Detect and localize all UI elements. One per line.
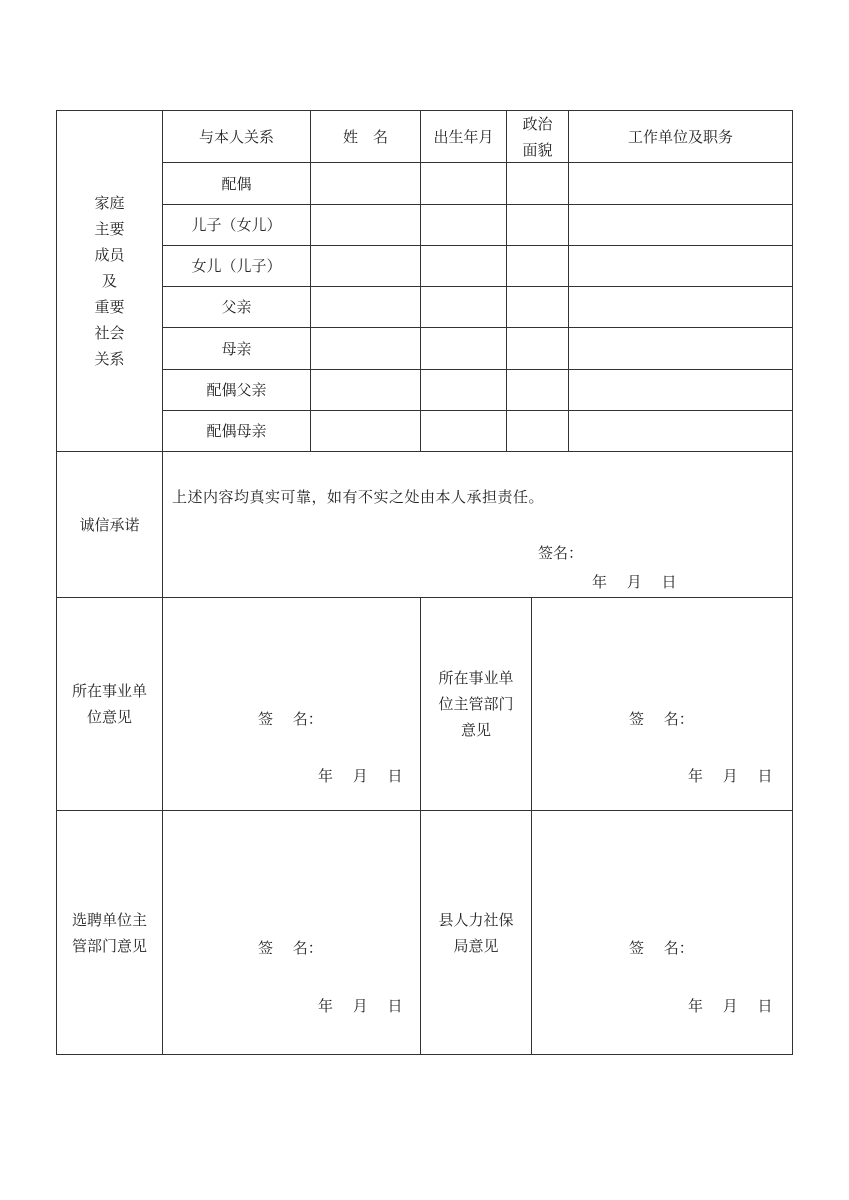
pledge-label: 诚信承诺 — [79, 515, 140, 534]
county-hr-opinion-label-line: 局意见 — [453, 936, 499, 955]
header-name: 姓 名 — [342, 127, 388, 146]
county-hr-opinion-label-line: 县人力社保 — [438, 910, 514, 929]
hiring-supervisor-opinion-date: 年 月 日 — [318, 997, 403, 1015]
relation-cell: 儿子（女儿） — [191, 216, 282, 234]
hiring-supervisor-opinion-label-line: 选聘单位主 — [71, 910, 147, 929]
family-label-line: 主要 — [94, 220, 125, 238]
supervisor-opinion-label-line: 所在事业单 — [438, 669, 514, 687]
relation-cell: 配偶父亲 — [206, 381, 267, 399]
header-political-line: 面貌 — [522, 140, 553, 159]
relation-cell: 配偶母亲 — [206, 422, 267, 440]
header-work: 工作单位及职务 — [627, 127, 733, 146]
unit-opinion-signature: 签 名： — [258, 710, 323, 728]
table-border-right — [792, 110, 793, 1055]
family-label-line: 重要 — [94, 298, 125, 316]
header-birth: 出生年月 — [433, 127, 494, 146]
supervisor-opinion-label-line: 位主管部门 — [438, 695, 514, 713]
header-relation: 与本人关系 — [198, 127, 274, 146]
section-divider — [56, 451, 793, 452]
county-hr-opinion-signature: 签 名： — [629, 939, 694, 957]
relation-cell: 母亲 — [221, 339, 252, 358]
family-label-line: 社会 — [94, 324, 125, 342]
relation-cell: 配偶 — [221, 174, 252, 193]
unit-opinion-label-line: 所在事业单 — [71, 682, 147, 700]
family-label-line: 成员 — [94, 246, 125, 264]
supervisor-opinion-date: 年 月 日 — [688, 767, 773, 785]
county-hr-opinion-date: 年 月 日 — [688, 997, 773, 1015]
family-label-line: 及 — [101, 272, 117, 290]
pledge-date: 年 月 日 — [592, 573, 677, 591]
unit-opinion-date: 年 月 日 — [318, 767, 403, 785]
hiring-supervisor-opinion-label-line: 管部门意见 — [71, 936, 147, 955]
unit-opinion-label-line: 位意见 — [86, 708, 132, 726]
unit-opinion-label — [57, 598, 162, 810]
hiring-supervisor-opinion-signature: 签 名： — [258, 939, 323, 957]
supervisor-opinion-signature: 签 名： — [629, 710, 694, 728]
family-section-label — [57, 111, 162, 451]
family-label-line: 家庭 — [94, 194, 125, 212]
pledge-statement: 上述内容均真实可靠，如有不实之处由本人承担责任。 — [172, 488, 545, 506]
relation-cell: 父亲 — [221, 298, 252, 316]
family-label-line: 关系 — [94, 350, 125, 368]
header-political — [507, 111, 568, 162]
opinion-column-divider — [531, 597, 532, 1055]
supervisor-opinion-label-line: 意见 — [460, 721, 491, 739]
county-hr-opinion-label — [421, 811, 531, 1054]
table-border-bottom — [56, 1054, 793, 1055]
header-political-line: 政治 — [522, 114, 553, 133]
hiring-supervisor-opinion-label — [57, 811, 162, 1054]
relation-cell: 女儿（儿子） — [191, 257, 282, 275]
pledge-signature: 签名： — [538, 544, 584, 562]
supervisor-opinion-label — [421, 598, 531, 810]
